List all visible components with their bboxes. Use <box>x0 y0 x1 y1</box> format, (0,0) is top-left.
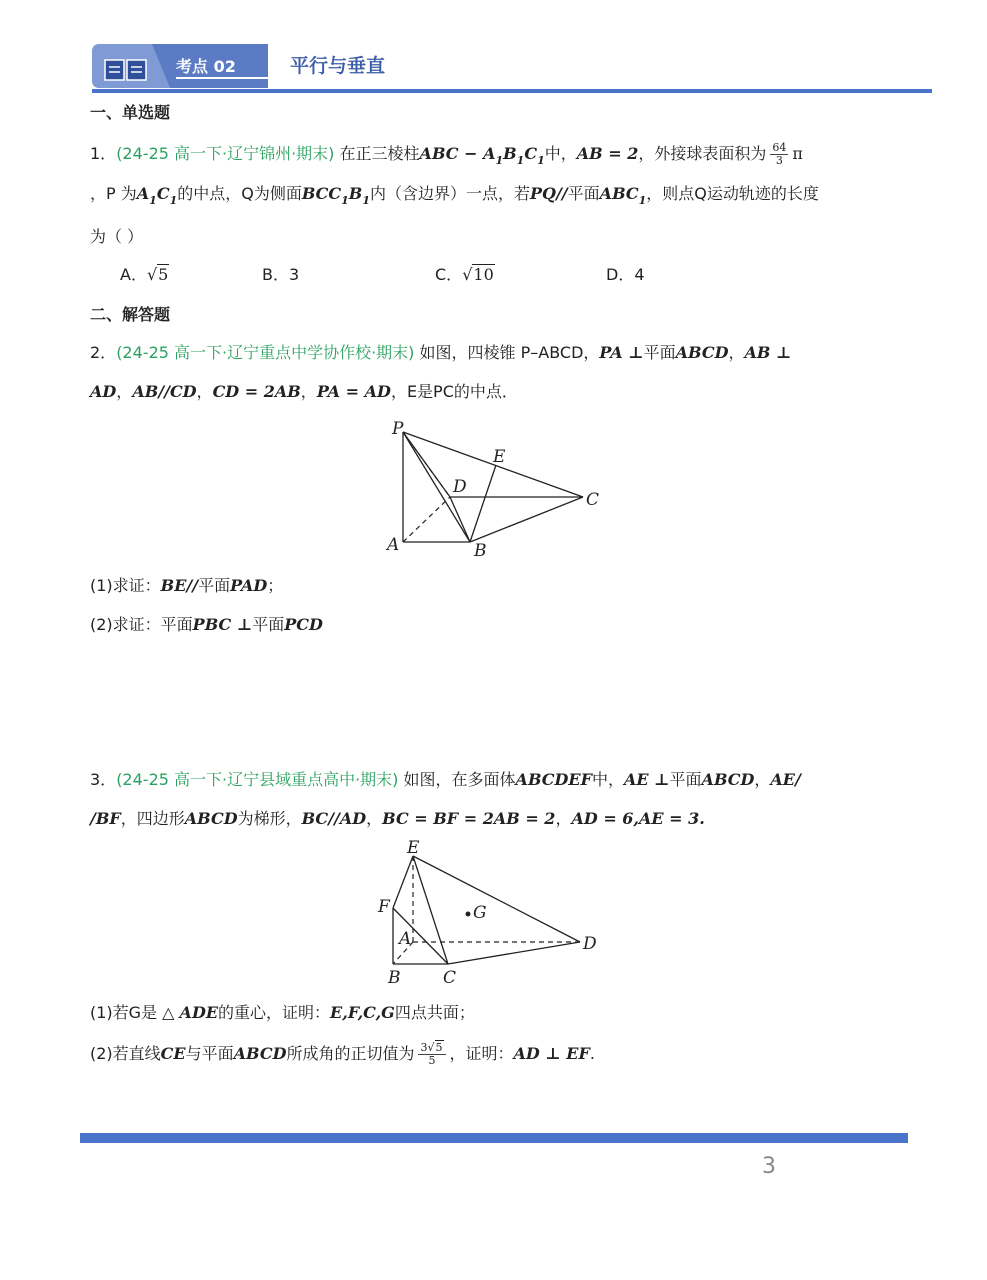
book-icon <box>104 58 148 86</box>
q1-line1 <box>90 142 803 167</box>
q2-text: ； <box>267 576 284 595</box>
q3-text: 与平面 <box>185 1044 234 1063</box>
q2-math: AB//CD <box>132 382 197 401</box>
q3-math: AE/ <box>770 770 801 789</box>
q3-math: AD ⊥ EF <box>513 1044 590 1063</box>
footer-bar <box>80 1133 908 1143</box>
q1-text: 在正三棱柱 <box>339 144 420 163</box>
section-single-choice: 一、单选题 <box>90 103 171 122</box>
q3-text: 的重心，证明： <box>218 1003 331 1022</box>
label-b: B <box>474 541 487 561</box>
edge-bc <box>470 497 583 542</box>
q3-text: ，四边形 <box>120 809 185 828</box>
q3-source: (24-25 高一下·辽宁县域重点高中·期末) <box>116 770 399 789</box>
q3-math: E,F,C,G <box>330 1003 395 1022</box>
q1-ab: AB = 2 <box>576 144 639 163</box>
q2-line1 <box>90 343 791 363</box>
hidden-edge-ad <box>403 497 450 542</box>
q1-text: ，P 为 <box>90 184 137 203</box>
q3-fraction: $\frac{3√5}{5}$ <box>418 1042 445 1067</box>
q2-math: BE// <box>160 576 199 595</box>
q3-text: (2)若直线 <box>90 1044 161 1063</box>
q2-math: AD <box>90 382 117 401</box>
label-f: F <box>378 897 390 917</box>
q2-text: 平面 <box>198 576 231 595</box>
label-g: G <box>473 903 487 923</box>
segment-be <box>470 465 496 542</box>
label-a: A <box>399 929 412 949</box>
q3-math: /BF <box>90 809 121 828</box>
q1-text: 中， <box>544 144 577 163</box>
q3-math: ABCD <box>233 1044 287 1063</box>
q3-math: ADE <box>179 1003 219 1022</box>
q1-option-b: B．3 <box>262 265 300 284</box>
q2-line2 <box>90 382 518 402</box>
q1-option-d: D．4 <box>606 265 645 284</box>
q1-pq: PQ// <box>529 184 568 203</box>
q3-math: CE <box>160 1044 186 1063</box>
label-a: A <box>387 535 400 555</box>
q3-text: 所成角的正切值为 <box>286 1044 415 1063</box>
point-g <box>466 912 471 917</box>
q1-text: ，外接球表面积为 <box>638 144 767 163</box>
q1-fraction: $\frac{64}{3}$ <box>772 141 787 167</box>
header-tag: 考点 02 <box>176 57 236 76</box>
q3-text: (1)若G是 △ <box>90 1003 180 1022</box>
q3-text: ， <box>754 770 771 789</box>
q1-line3: 为（ ） <box>90 227 144 246</box>
sqrt-icon: √5 <box>427 1041 443 1054</box>
q1-source: (24-25 高一下·辽宁锦州·期末) <box>116 144 335 163</box>
header-bar <box>92 89 932 93</box>
q2-math: CD = 2AB <box>212 382 301 401</box>
q1-text: 内（含边界）一点，若 <box>369 184 530 203</box>
q2-math: PAD <box>230 576 268 595</box>
q3-text: 如图，在多面体 <box>403 770 516 789</box>
q1-abc1: $ABC_1$ <box>599 184 647 207</box>
edge-ec <box>413 856 448 964</box>
q2-part1 <box>90 576 283 596</box>
q3-figure <box>370 836 610 988</box>
sqrt-icon: √10 <box>462 265 494 284</box>
q2-math: PBC ⊥ <box>192 615 253 634</box>
q3-text: 中， <box>591 770 624 789</box>
q3-text: 平面 <box>669 770 702 789</box>
q1-text: 平面 <box>567 184 600 203</box>
sqrt-icon: √5 <box>146 265 169 284</box>
q1-option-c: C．√10 <box>435 265 494 284</box>
q3-text: 四点共面； <box>394 1003 475 1022</box>
q2-text: ，E是PC的中点． <box>390 382 518 401</box>
q2-text: 平面 <box>252 615 285 634</box>
q1-text: ，则点Q运动轨迹的长度 <box>646 184 819 203</box>
q3-number: 3． <box>90 770 117 789</box>
q2-math: PCD <box>284 615 323 634</box>
q2-number: 2． <box>90 343 117 362</box>
q2-math: PA ⊥ <box>599 343 644 362</box>
q1-number: 1． <box>90 144 117 163</box>
header-title: 平行与垂直 <box>290 55 386 77</box>
q3-math: AE ⊥ <box>623 770 670 789</box>
q3-math: ABCDEF <box>515 770 592 789</box>
q3-part1 <box>90 1003 475 1023</box>
q3-math: BC//AD <box>301 809 367 828</box>
q3-line2 <box>90 809 705 829</box>
edge-ef <box>393 856 413 908</box>
q2-part2 <box>90 615 323 635</box>
q3-part2 <box>90 1042 595 1067</box>
q1-pi: π <box>792 144 803 163</box>
q1-bcc1b1: $BCC_1B_1$ <box>301 184 370 207</box>
q3-text: ， <box>366 809 383 828</box>
q2-math: ABCD <box>675 343 729 362</box>
q2-text: ， <box>300 382 317 401</box>
label-p: P <box>392 419 404 439</box>
q3-math: AD = 6,AE = 3. <box>571 809 705 828</box>
q3-math: ABCD <box>701 770 755 789</box>
q1-line2 <box>90 184 819 206</box>
q2-math: AB ⊥ <box>744 343 792 362</box>
label-c: C <box>443 968 457 988</box>
q3-math: ABCD <box>184 809 238 828</box>
q3-line1 <box>90 770 801 790</box>
label-e: E <box>407 838 420 858</box>
q2-text: (1)求证： <box>90 576 161 595</box>
q2-source: (24-25 高一下·辽宁重点中学协作校·期末) <box>116 343 415 362</box>
q2-text: ， <box>728 343 745 362</box>
q1-text: 的中点，Q为侧面 <box>177 184 302 203</box>
q2-text: (2)求证：平面 <box>90 615 193 634</box>
label-e: E <box>493 447 506 467</box>
edge-ed <box>413 856 580 942</box>
q3-math: BC = BF = 2AB = 2 <box>382 809 556 828</box>
section-answer: 二、解答题 <box>90 305 171 324</box>
q2-math: PA = AD <box>316 382 391 401</box>
q1-option-a: A．√5 <box>120 265 169 284</box>
label-c: C <box>586 490 600 510</box>
q3-text: ，证明： <box>449 1044 514 1063</box>
q3-text: . <box>589 1044 595 1063</box>
label-d: D <box>583 934 597 954</box>
q2-text: ， <box>116 382 133 401</box>
q2-text: 平面 <box>643 343 676 362</box>
q2-figure <box>380 412 620 562</box>
edge-cd <box>448 942 580 964</box>
q3-text: 为梯形， <box>237 809 302 828</box>
label-b: B <box>388 968 401 988</box>
page-number: 3 <box>762 1154 776 1179</box>
q1-prism: ABC − $A_1B_1C_1$ <box>419 144 545 167</box>
q1-a1c1: $A_1C_1$ <box>136 184 178 207</box>
label-d: D <box>453 477 467 497</box>
segment-db <box>450 497 470 542</box>
q3-text: ， <box>555 809 572 828</box>
q2-text: 如图，四棱锥 P–ABCD， <box>419 343 600 362</box>
q2-text: ， <box>196 382 213 401</box>
